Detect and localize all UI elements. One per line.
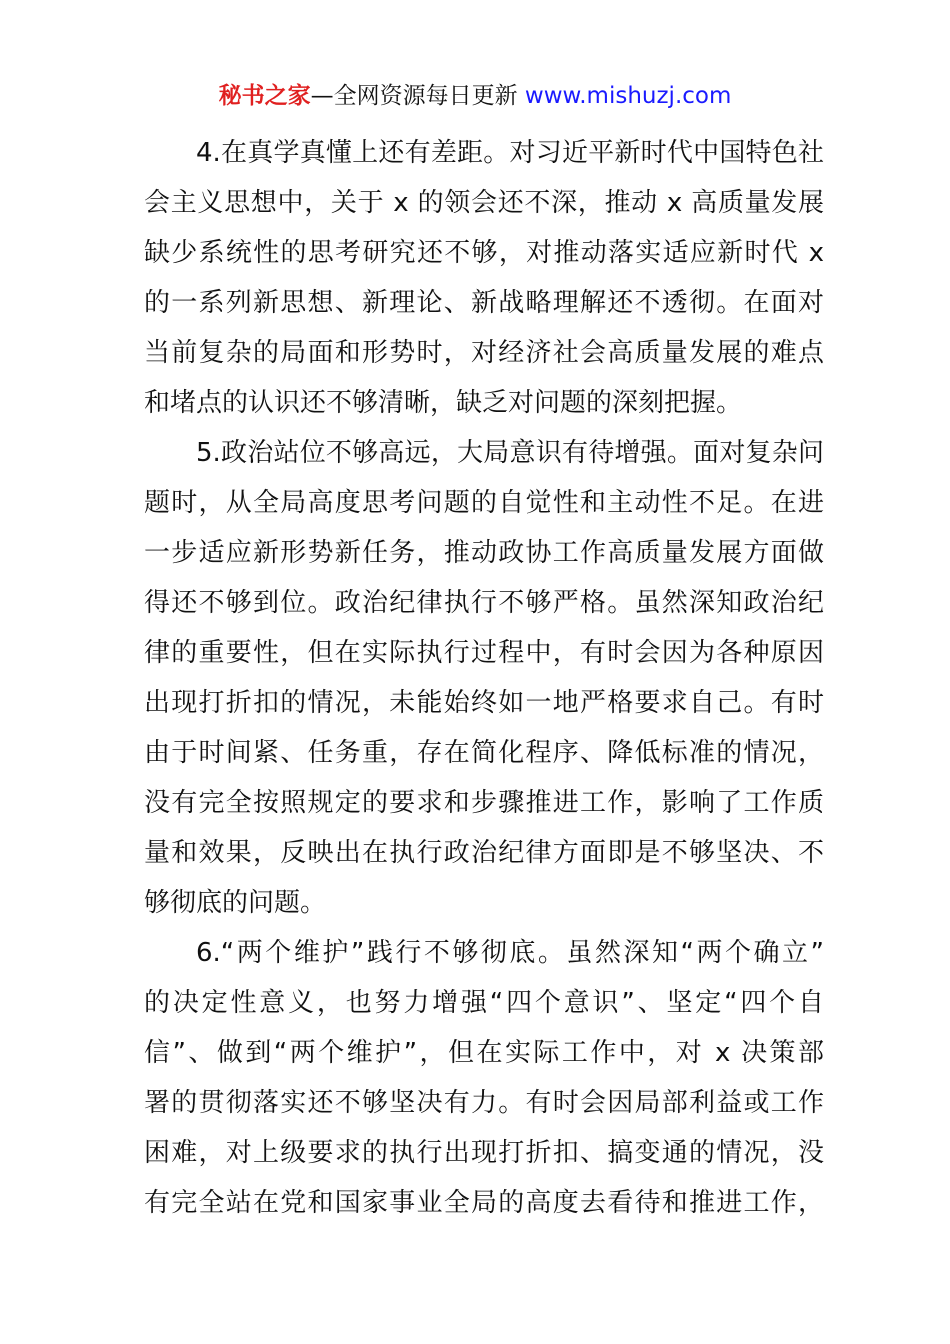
- text-line: 题时，从全局高度思考问题的自觉性和主动性不足。在进: [144, 488, 824, 518]
- paragraph-5: [144, 428, 824, 928]
- text-line: 由于时间紧、任务重，存在简化程序、降低标准的情况，: [144, 738, 824, 768]
- site-header: [0, 80, 950, 112]
- text-line: 会主义思想中，关于 x 的领会还不深，推动 x 高质量发展: [144, 188, 824, 218]
- brand-name: 秘书之家: [218, 83, 311, 109]
- text-line: 6.“两个维护”践行不够彻底。虽然深知“两个确立”: [196, 938, 824, 968]
- paragraph-6: [144, 928, 824, 1228]
- document-body: [144, 128, 824, 1228]
- text-line: 有完全站在党和国家事业全局的高度去看待和推进工作，: [144, 1188, 824, 1218]
- header-tagline: —全网资源每日更新: [310, 83, 525, 109]
- text-line: 缺少系统性的思考研究还不够，对推动落实适应新时代 x: [144, 238, 824, 268]
- text-line: 当前复杂的局面和形势时，对经济社会高质量发展的难点: [144, 338, 824, 368]
- paragraph-4: [144, 128, 824, 428]
- text-line: 没有完全按照规定的要求和步骤推进工作，影响了工作质: [144, 788, 824, 818]
- text-line: 5.政治站位不够高远，大局意识有待增强。面对复杂问: [196, 438, 824, 468]
- text-line: 的一系列新思想、新理论、新战略理解还不透彻。在面对: [144, 288, 824, 318]
- text-line: 律的重要性，但在实际执行过程中，有时会因为各种原因: [144, 638, 824, 668]
- text-line: 和堵点的认识还不够清晰，缺乏对问题的深刻把握。: [144, 388, 743, 418]
- text-line: 够彻底的问题。: [144, 888, 327, 918]
- text-line: 一步适应新形势新任务，推动政协工作高质量发展方面做: [144, 538, 824, 568]
- text-line: 署的贯彻落实还不够坚决有力。有时会因局部利益或工作: [144, 1088, 824, 1118]
- text-line: 信”、做到“两个维护”，但在实际工作中，对 x 决策部: [144, 1038, 824, 1068]
- text-line: 的决定性意义，也努力增强“四个意识”、坚定“四个自: [144, 988, 824, 1018]
- text-line: 困难，对上级要求的执行出现打折扣、搞变通的情况，没: [144, 1138, 824, 1168]
- site-url-link[interactable]: www.mishuzj.com: [524, 83, 732, 109]
- text-line: 4.在真学真懂上还有差距。对习近平新时代中国特色社: [196, 138, 824, 168]
- text-line: 得还不够到位。政治纪律执行不够严格。虽然深知政治纪: [144, 588, 824, 618]
- text-line: 出现打折扣的情况，未能始终如一地严格要求自己。有时: [144, 688, 824, 718]
- text-line: 量和效果，反映出在执行政治纪律方面即是不够坚决、不: [144, 838, 824, 868]
